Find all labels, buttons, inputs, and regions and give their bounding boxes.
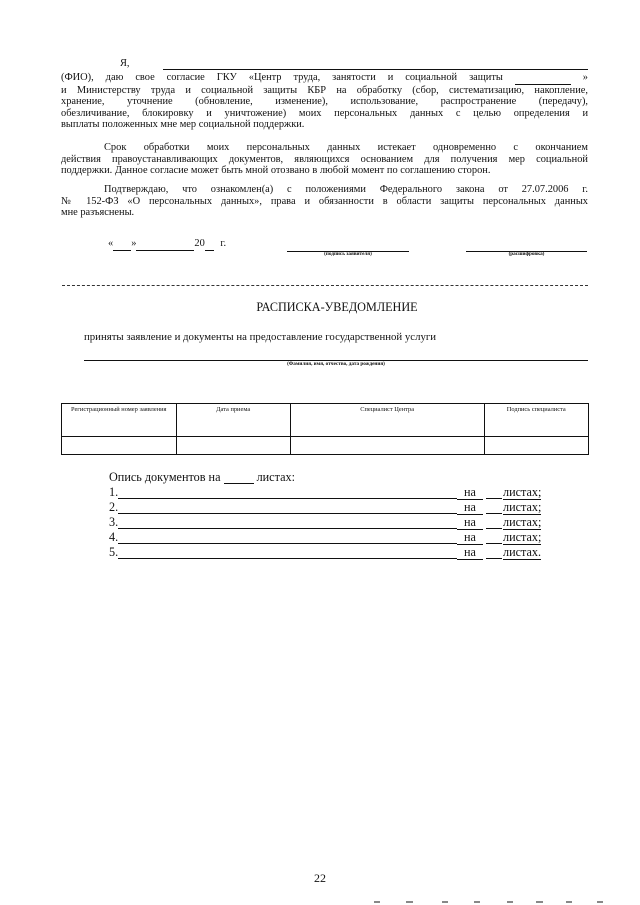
confirm-line-3: мне разъяснены. bbox=[61, 207, 135, 219]
inventory-row-2 bbox=[109, 500, 542, 515]
consent-line-1 bbox=[61, 72, 588, 85]
inventory-na: на bbox=[457, 486, 483, 500]
consent-line-4: обезличивание, блокировку и уничтожение) моих персональных данных с целью определения и bbox=[61, 107, 588, 119]
year-suffix: г. bbox=[220, 238, 227, 249]
header-specialist: Специалист Центра bbox=[290, 404, 484, 437]
quote-close: » bbox=[582, 72, 588, 83]
day-blank bbox=[113, 238, 131, 251]
decoding-caption: (расшифровка) bbox=[508, 251, 545, 257]
confirm-line-2: № 152-ФЗ «О персональных данных», права и обязанности в области защиты персональных данных bbox=[61, 195, 588, 207]
header-reg-number: Регистрационный номер заявления bbox=[62, 404, 177, 437]
inventory-sheets: листах; bbox=[503, 515, 542, 529]
inventory-row-number: 5. bbox=[109, 545, 119, 559]
document-name-line[interactable] bbox=[118, 543, 457, 544]
term-paragraph bbox=[61, 142, 588, 177]
ya-label: Я, bbox=[120, 58, 130, 69]
table-row bbox=[62, 437, 589, 455]
receipt-accepted-text: приняты заявление и документы на предоставление государственной услуги bbox=[84, 331, 437, 343]
consent-line-5: выплаты положенных мне мер социальной поддержки. bbox=[61, 119, 305, 131]
reg-number-cell[interactable] bbox=[62, 437, 177, 455]
inventory-sheets: листах; bbox=[503, 530, 542, 544]
scan-edge-mark bbox=[406, 901, 413, 903]
scan-edge-mark bbox=[536, 901, 543, 903]
inventory-sheets: листах; bbox=[503, 485, 542, 499]
fio-label: (ФИО), даю bbox=[61, 72, 124, 83]
date-field bbox=[108, 238, 226, 251]
inventory-row-4 bbox=[109, 530, 542, 545]
inventory-row-number: 1. bbox=[109, 485, 119, 499]
registration-table bbox=[61, 403, 589, 455]
date-cell[interactable] bbox=[176, 437, 290, 455]
inventory-sheets: листах. bbox=[503, 545, 542, 559]
inventory-title-suffix: листах: bbox=[256, 470, 295, 484]
inventory-na: на bbox=[457, 516, 483, 530]
term-line-2: действия правоустанавливающих документов, являющихся основанием для получения мер социальной bbox=[61, 153, 588, 165]
consent-line-2: и Министерству труда и социальной защиты КБР на обработку (сбор, систематизацию, накопление, bbox=[61, 84, 588, 96]
scan-edge-mark bbox=[442, 901, 448, 903]
page-number: 22 bbox=[314, 871, 326, 885]
scan-edge-mark bbox=[474, 901, 480, 903]
table-header-row bbox=[62, 404, 589, 437]
scan-edge-mark bbox=[507, 901, 513, 903]
inventory-row-1 bbox=[109, 485, 542, 500]
year-blank bbox=[205, 238, 214, 251]
sheet-count-blank bbox=[224, 471, 254, 484]
year-prefix: 20 bbox=[194, 238, 205, 249]
confirm-line-1: Подтверждаю, что ознакомлен(а) с положениями Федерального закона от 27.07.2006 г. bbox=[104, 184, 588, 195]
inventory-row-3 bbox=[109, 515, 542, 530]
sheets-blank[interactable] bbox=[486, 528, 502, 529]
inventory-title bbox=[109, 471, 295, 485]
inventory-na: на bbox=[457, 501, 483, 515]
document-name-line[interactable] bbox=[118, 528, 457, 529]
date-open: « bbox=[108, 238, 114, 249]
scan-edge-mark bbox=[374, 901, 380, 903]
sheets-blank[interactable] bbox=[486, 558, 502, 559]
month-blank bbox=[136, 238, 194, 251]
cut-line bbox=[62, 285, 588, 286]
term-line-3: поддержки. Данное согласие может быть мной отозвано в любой момент по соглашению сторон. bbox=[61, 165, 491, 177]
scan-edge-mark bbox=[597, 901, 603, 903]
sheets-blank[interactable] bbox=[486, 543, 502, 544]
document-name-line[interactable] bbox=[118, 513, 457, 514]
specialist-cell[interactable] bbox=[290, 437, 484, 455]
applicant-signature-caption: (подпись заявителя) bbox=[324, 251, 372, 257]
sheets-blank[interactable] bbox=[486, 513, 502, 514]
inventory-na: на bbox=[457, 546, 483, 560]
receipt-title: РАСПИСКА-УВЕДОМЛЕНИЕ bbox=[256, 300, 418, 314]
center-name-blank bbox=[515, 72, 571, 85]
sheets-blank[interactable] bbox=[486, 498, 502, 499]
fio-line bbox=[163, 69, 588, 70]
date-close: » bbox=[131, 238, 137, 249]
header-signature: Подпись специалиста bbox=[484, 404, 589, 437]
inventory-row-number: 3. bbox=[109, 515, 119, 529]
confirm-paragraph bbox=[61, 184, 588, 219]
applicant-name-caption: (Фамилия, имя, отчество, дата рождения) bbox=[287, 361, 385, 367]
consent-line-3: хранение, уточнение (обновление, изменение), использование, распространение (передачу), bbox=[61, 96, 588, 108]
document-name-line[interactable] bbox=[118, 558, 457, 559]
inventory-row-number: 2. bbox=[109, 500, 119, 514]
inventory-title-prefix: Опись документов на bbox=[109, 470, 221, 484]
header-date: Дата приема bbox=[176, 404, 290, 437]
inventory-na: на bbox=[457, 531, 483, 545]
signature-cell[interactable] bbox=[484, 437, 589, 455]
consent-paragraph bbox=[61, 72, 588, 131]
scan-edge-mark bbox=[566, 901, 572, 903]
inventory-row-5 bbox=[109, 545, 542, 560]
document-name-line[interactable] bbox=[118, 498, 457, 499]
inventory-row-number: 4. bbox=[109, 530, 119, 544]
consent-text-1: свое согласие ГКУ «Центр труда, занятости и социальной защиты bbox=[135, 72, 503, 83]
inventory-sheets: листах; bbox=[503, 500, 542, 514]
term-line-1: Срок обработки моих персональных данных истекает одновременно с окончанием bbox=[104, 142, 588, 153]
